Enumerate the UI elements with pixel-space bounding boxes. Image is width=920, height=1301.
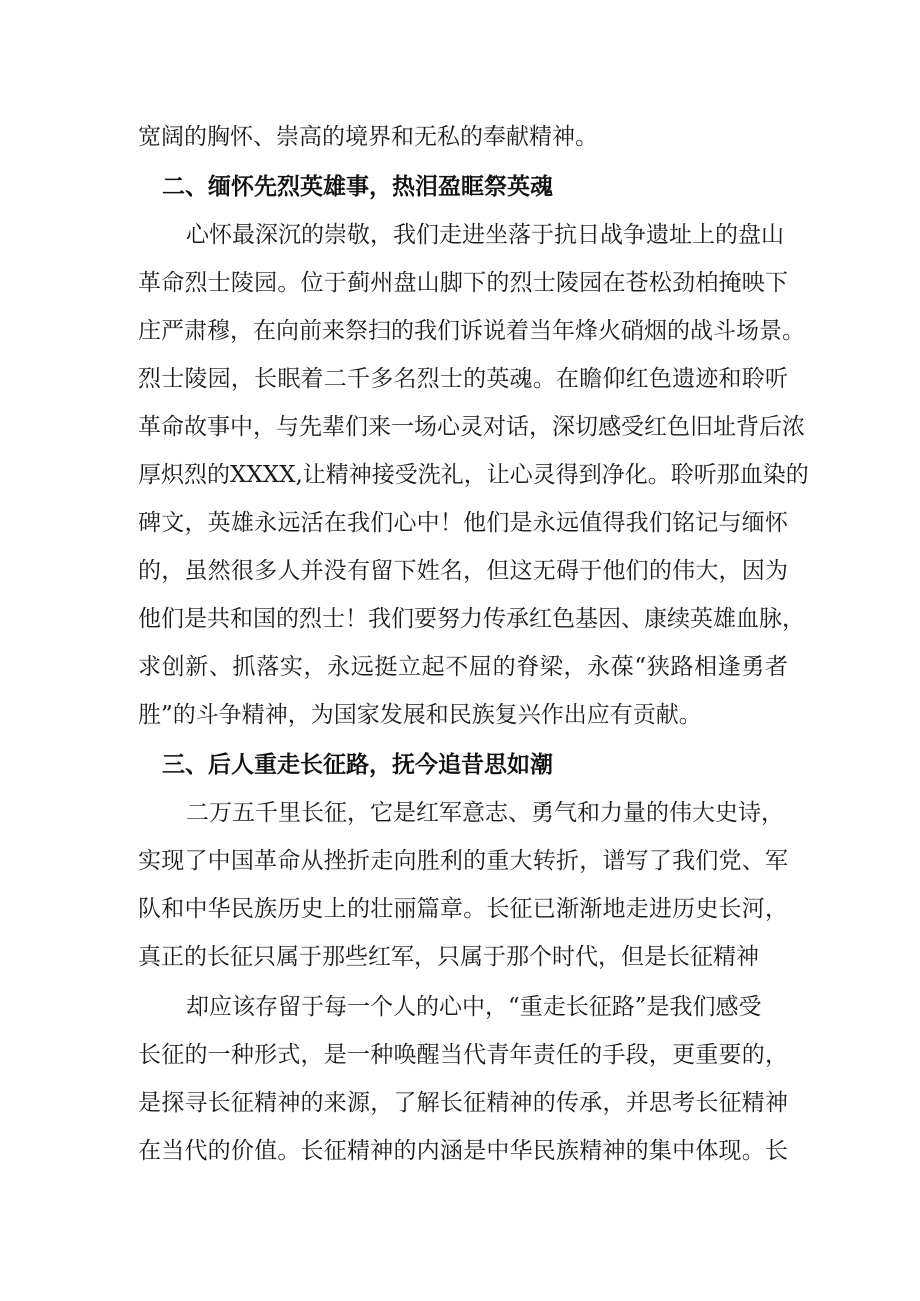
- paragraph-line: 二万五千里长征，它是红军意志、勇气和力量的伟大史诗，: [186, 800, 784, 826]
- paragraph-line: 革命故事中，与先辈们来一场心灵对话，深切感受红色旧址背后浓: [138, 414, 805, 440]
- paragraph-line: 真正的长征只属于那些红军，只属于那个时代，但是长征精神: [138, 944, 759, 970]
- paragraph-line: 宽阔的胸怀、崇高的境界和无私的奉献精神。: [138, 124, 598, 150]
- paragraph-line: 烈士陵园，长眠着二千多名烈士的英魂。在瞻仰红色遗迹和聆听: [138, 366, 788, 392]
- paragraph-line: 胜”的斗争精神，为国家发展和民族复兴作出应有贡献。: [138, 702, 702, 728]
- paragraph-line: 厚炽烈的XXXX,让精神接受洗礼，让心灵得到净化。聆听那血染的: [138, 462, 809, 488]
- paragraph-line: 他们是共和国的烈士！我们要努力传承红色基因、康续英雄血脉，: [138, 606, 805, 632]
- paragraph-line: 求创新、抓落实，永远挺立起不屈的脊梁，永葆“狭路相逢勇者: [138, 654, 788, 680]
- paragraph-line: 的，虽然很多人并没有留下姓名，但这无碍于他们的伟大，因为: [138, 558, 788, 584]
- paragraph-line: 却应该存留于每一个人的心中，“重走长征路”是我们感受: [186, 994, 762, 1020]
- paragraph-line: 碑文，英雄永远活在我们心中！他们是永远值得我们铭记与缅怀: [138, 510, 788, 536]
- paragraph-line: 心怀最深沉的崇敬，我们走进坐落于抗日战争遗址上的盘山: [186, 222, 784, 248]
- paragraph-line: 队和中华民族历史上的壮丽篇章。长征已渐渐地走进历史长河，: [138, 896, 788, 922]
- paragraph-line: 庄严肃穆，在向前来祭扫的我们诉说着当年烽火硝烟的战斗场景。: [138, 318, 805, 344]
- paragraph-line: 在当代的价值。长征精神的内涵是中华民族精神的集中体现。长: [138, 1138, 788, 1164]
- paragraph-line: 实现了中国革命从挫折走向胜利的重大转折，谱写了我们党、军: [138, 848, 788, 874]
- paragraph-line: 长征的一种形式，是一种唤醒当代青年责任的手段，更重要的，: [138, 1042, 788, 1068]
- section-heading-2: 二、缅怀先烈英雄事，热泪盈眶祭英魂: [162, 174, 553, 200]
- paragraph-line: 是探寻长征精神的来源，了解长征精神的传承，并思考长征精神: [138, 1090, 788, 1116]
- paragraph-line: 革命烈士陵园。位于蓟州盘山脚下的烈士陵园在苍松劲柏掩映下: [138, 270, 788, 296]
- section-heading-3: 三、后人重走长征路，抚今追昔思如潮: [162, 752, 553, 778]
